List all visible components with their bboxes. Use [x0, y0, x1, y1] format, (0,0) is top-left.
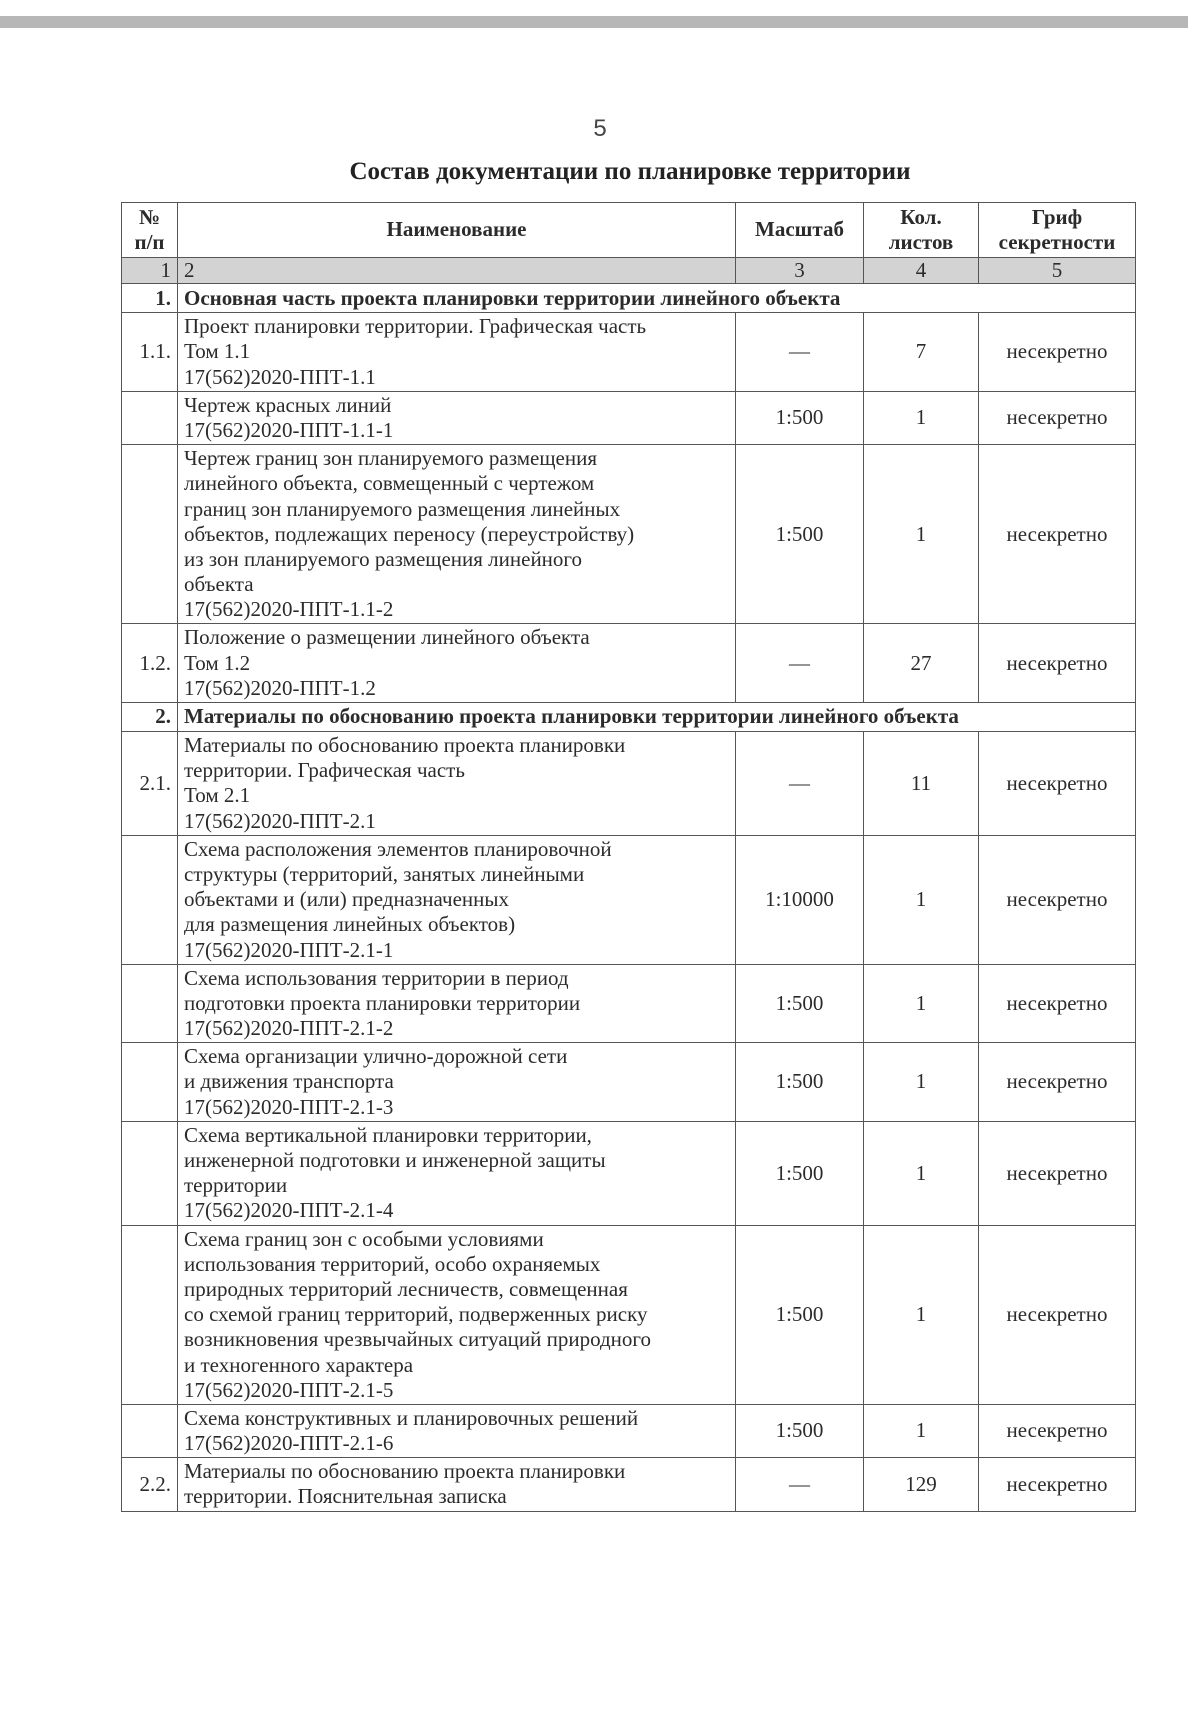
item-name-line: 17(562)2020-ППТ-2.1 — [184, 808, 376, 833]
item-name-line: 17(562)2020-ППТ-1.2 — [184, 675, 376, 700]
item-name-line: 17(562)2020-ППТ-2.1-3 — [184, 1094, 394, 1119]
item-name-line: Чертеж границ зон планируемого размещения — [184, 446, 597, 471]
item-sheets: 1 — [864, 1121, 979, 1225]
item-sheets: 27 — [864, 624, 979, 703]
item-name-line: Схема организации улично-дорожной сети — [184, 1044, 568, 1069]
section-number: 1. — [122, 284, 178, 313]
table-body — [122, 258, 1136, 1512]
section-row — [122, 284, 1136, 313]
item-name — [178, 732, 736, 836]
item-name-line: подготовки проекта планировки территории — [184, 990, 581, 1015]
item-name-line: Том 2.1 — [184, 783, 251, 808]
header-secrecy — [979, 203, 1136, 258]
item-scale: 1:10000 — [736, 835, 864, 964]
item-sheets: 1 — [864, 391, 979, 444]
item-name-line: территории. Графическая часть — [184, 758, 465, 783]
item-name — [178, 835, 736, 964]
item-number: 1.2. — [122, 624, 178, 703]
item-name-line: Схема использования территории в период — [184, 965, 569, 990]
documentation-table — [121, 202, 1136, 1512]
item-secrecy: несекретно — [979, 445, 1136, 624]
column-number: 4 — [864, 258, 979, 284]
item-secrecy: несекретно — [979, 1458, 1136, 1511]
section-title: Материалы по обоснованию проекта планировки территории линейного объекта — [178, 703, 1136, 732]
item-name-line: Материалы по обоснованию проекта планировки — [184, 733, 626, 757]
item-name — [178, 964, 736, 1043]
item-name — [178, 624, 736, 703]
item-scale: 1:500 — [736, 391, 864, 444]
column-number: 2 — [178, 258, 736, 284]
scan-edge-bar — [0, 16, 1188, 28]
item-scale: — — [736, 1458, 864, 1511]
item-name-line: территории. Пояснительная записка — [184, 1484, 507, 1509]
item-name-line: 17(562)2020-ППТ-1.1 — [184, 364, 376, 389]
header-sheets-line: Кол. — [900, 204, 942, 229]
item-sheets: 1 — [864, 964, 979, 1043]
item-scale: 1:500 — [736, 445, 864, 624]
item-name-line: 17(562)2020-ППТ-2.1-5 — [184, 1377, 394, 1402]
item-secrecy: несекретно — [979, 624, 1136, 703]
item-number — [122, 964, 178, 1043]
table-header-row — [122, 203, 1136, 258]
section-title: Основная часть проекта планировки территории линейного объекта — [178, 284, 1136, 313]
item-name-line: 17(562)2020-ППТ-2.1-4 — [184, 1198, 394, 1223]
column-numbers-row — [122, 258, 1136, 284]
item-name-line: и движения транспорта — [184, 1069, 394, 1094]
item-name-line: территории — [184, 1173, 288, 1198]
item-name-line: Материалы по обоснованию проекта планировки — [184, 1459, 626, 1484]
item-name-line: для размещения линейных объектов) — [184, 912, 516, 937]
item-name-line: Схема конструктивных и планировочных решений — [184, 1405, 639, 1430]
item-name-line: Схема границ зон с особыми условиями — [184, 1226, 544, 1251]
item-name-line: со схемой границ территорий, подверженных риску — [184, 1302, 648, 1327]
table-row — [122, 964, 1136, 1043]
item-number — [122, 1121, 178, 1225]
item-name — [178, 1225, 736, 1404]
table-row — [122, 1404, 1136, 1457]
item-name-line: Проект планировки территории. Графическая часть — [184, 314, 647, 339]
column-number: 3 — [736, 258, 864, 284]
item-name-line: Положение о размещении линейного объекта — [184, 625, 590, 650]
item-name-line: 17(562)2020-ППТ-2.1-1 — [184, 937, 394, 962]
item-name-line: 17(562)2020-ППТ-1.1-2 — [184, 597, 394, 622]
document-title: Состав документации по планировке территории — [349, 158, 911, 185]
item-secrecy: несекретно — [979, 964, 1136, 1043]
item-scale: — — [736, 313, 864, 392]
header-secrecy-line: Гриф — [1031, 204, 1083, 229]
item-sheets: 1 — [864, 1225, 979, 1404]
table-row — [122, 445, 1136, 624]
item-name-line: инженерной подготовки и инженерной защиты — [184, 1148, 606, 1172]
table-row — [122, 313, 1136, 392]
item-number — [122, 1043, 178, 1122]
item-scale: — — [736, 732, 864, 836]
table-row — [122, 1458, 1136, 1511]
item-sheets: 129 — [864, 1458, 979, 1511]
item-name-line: объектов, подлежащих переносу (переустройству) — [184, 521, 635, 546]
item-secrecy: несекретно — [979, 1404, 1136, 1457]
column-number: 5 — [979, 258, 1136, 284]
item-name — [178, 391, 736, 444]
item-secrecy: несекретно — [979, 835, 1136, 964]
item-scale: 1:500 — [736, 964, 864, 1043]
item-sheets: 1 — [864, 445, 979, 624]
item-secrecy: несекретно — [979, 391, 1136, 444]
table-row — [122, 624, 1136, 703]
item-sheets: 7 — [864, 313, 979, 392]
header-name: Наименование — [178, 203, 736, 258]
item-name-line: линейного объекта, совмещенный с чертежом — [184, 471, 595, 496]
header-secrecy-line: секретности — [998, 230, 1116, 254]
item-number — [122, 1225, 178, 1404]
item-name-line: из зон планируемого размещения линейного — [184, 546, 583, 571]
item-name-line: Том 1.2 — [184, 650, 251, 675]
item-secrecy: несекретно — [979, 1043, 1136, 1122]
item-name — [178, 1458, 736, 1511]
item-name-line: объектами и (или) предназначенных — [184, 887, 509, 912]
item-name — [178, 1121, 736, 1225]
item-name-line: 17(562)2020-ППТ-2.1-2 — [184, 1016, 394, 1041]
item-number: 2.1. — [122, 732, 178, 836]
item-name-line: и техногенного характера — [184, 1352, 414, 1377]
item-name — [178, 1043, 736, 1122]
header-sheets — [864, 203, 979, 258]
item-name-line: природных территорий лесничеств, совмещенная — [184, 1276, 628, 1301]
section-number: 2. — [122, 703, 178, 732]
item-sheets: 1 — [864, 1404, 979, 1457]
table-row — [122, 732, 1136, 836]
item-name — [178, 313, 736, 392]
item-name — [178, 445, 736, 624]
item-name-line: Схема расположения элементов планировочной — [184, 836, 612, 861]
item-secrecy: несекретно — [979, 1121, 1136, 1225]
item-scale: — — [736, 624, 864, 703]
page-number: 5 — [593, 115, 607, 142]
header-sheets-line: листов — [888, 230, 954, 254]
item-name — [178, 1404, 736, 1457]
header-number-line: № — [138, 204, 161, 229]
table-row — [122, 1225, 1136, 1404]
item-secrecy: несекретно — [979, 1225, 1136, 1404]
column-number: 1 — [122, 258, 178, 284]
table-row — [122, 1043, 1136, 1122]
item-name-line: объекта — [184, 572, 254, 597]
item-scale: 1:500 — [736, 1225, 864, 1404]
item-sheets: 11 — [864, 732, 979, 836]
item-name-line: 17(562)2020-ППТ-2.1-6 — [184, 1431, 394, 1456]
item-sheets: 1 — [864, 835, 979, 964]
item-secrecy: несекретно — [979, 313, 1136, 392]
item-number — [122, 1404, 178, 1457]
item-name-line: 17(562)2020-ППТ-1.1-1 — [184, 417, 394, 442]
item-name-line: структуры (территорий, занятых линейными — [184, 861, 585, 886]
item-scale: 1:500 — [736, 1043, 864, 1122]
item-name-line: использования территорий, особо охраняемых — [184, 1251, 601, 1276]
item-secrecy: несекретно — [979, 732, 1136, 836]
header-scale: Масштаб — [736, 203, 864, 258]
table-row — [122, 391, 1136, 444]
table-row — [122, 835, 1136, 964]
item-name-line: возникновения чрезвычайных ситуаций природного — [184, 1327, 652, 1352]
item-scale: 1:500 — [736, 1404, 864, 1457]
header-number-line: п/п — [134, 230, 165, 254]
section-row — [122, 703, 1136, 732]
item-number: 1.1. — [122, 313, 178, 392]
table-row — [122, 1121, 1136, 1225]
item-name-line: границ зон планируемого размещения линейных — [184, 496, 621, 521]
item-name-line: Чертеж красных линий — [184, 392, 392, 417]
item-number — [122, 391, 178, 444]
item-number — [122, 835, 178, 964]
item-name-line: Том 1.1 — [184, 339, 251, 364]
item-sheets: 1 — [864, 1043, 979, 1122]
item-name-line: Схема вертикальной планировки территории, — [184, 1122, 592, 1147]
item-scale: 1:500 — [736, 1121, 864, 1225]
item-number — [122, 445, 178, 624]
header-number — [122, 203, 178, 258]
item-number: 2.2. — [122, 1458, 178, 1511]
